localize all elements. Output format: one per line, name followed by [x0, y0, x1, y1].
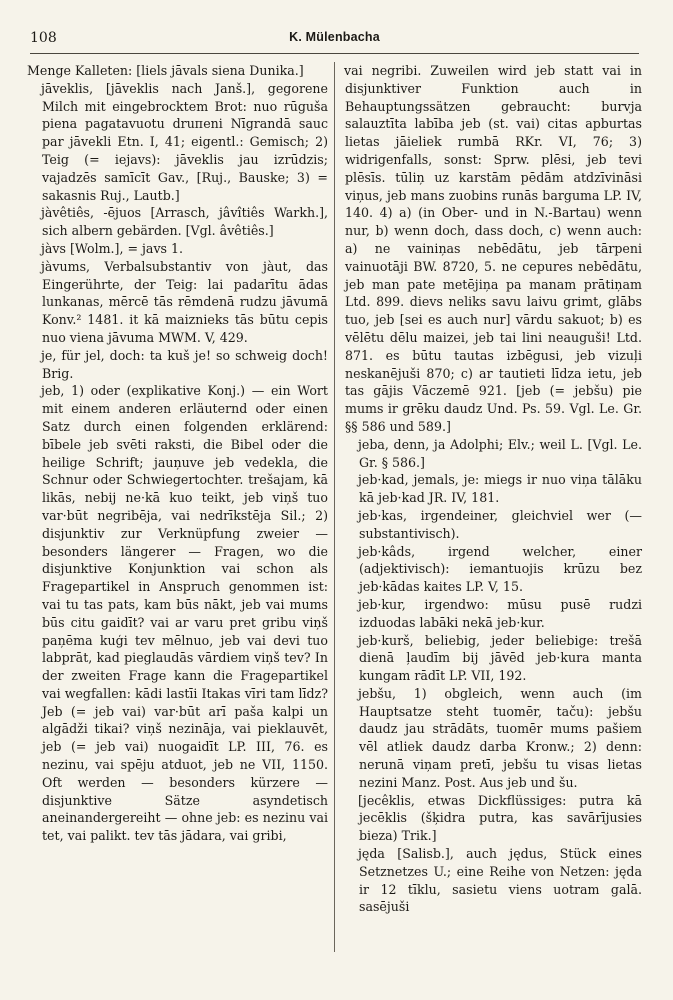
entry-jeb-continuation: vai negribi. Zuweilen wird jeb statt vai in disjunktiver Funktion auch in Behauptungssätzen gebraucht: burvja salauztīta labība jeb (st. vai) citas apburtas lietas jāieliek rumbā RKr. VI, 76; 3) widrigenfalls, sonst: Sprw. plēsi, jeb tevi plēsīs. tūliņ uz karstām pēdām atdzīvināsi viņus, jeb mans zuobins runās barguma LP. IV, 140. 4) a) (in Ober- und in N.-Bartau) wenn nur, b) wenn doch, dass doch, c) wenn auch: a) ne vainiņas nebēdātu, jeb tārpeni vainuotāji BW. 8720, 5. ne cepures nebēdātu, jeb man pate metējiņa pa manam prātiņam Ltd. 899. dievs neliks savu laivu grimt, glābs tuo, jeb [sei es auch nur] vārdu sakuot; b) es vēlētu dēlu maizei, jeb tai lini neauguši! Ltd. 871. es būtu tautas izbēgusi, jeb vizuļi neskanējuši 870; c) ar tautieti līdza ietu, jeb tas gājis Vāczemē 921. [jeb (= jebšu) pie mums ir grēku daudz Und. Ps. 59. Vgl. Le. Gr. §§ 586 und 589.]: [344, 63, 642, 434]
entry-javums: jàvums, Verbalsubstantiv von jàut, das Eingerührte, der Teig: lai padarītu ādas lunkanas, mērcē tās rēmdenā rudzu jāvumā Konv.² 1481. it kā maiznieks tās būtu cepis nuo viena jāvuma MWM. V, 429.: [41, 258, 328, 345]
entry-jebkur: jeb·kur, irgendwo: mūsu pusē rudzi izduodas labāki nekā jeb·kur.: [358, 596, 642, 630]
entry-jeba: jeba, denn, ja Adolphi; Elv.; weil L. [Vgl. Le. Gr. § 586.]: [358, 436, 642, 470]
entry-jeb: jeb, 1) oder (explikative Konj.) — ein Wort mit einem anderen erläuternd oder einen Satz durch einen folgenden erklärend: bībele jeb svēti raksti, die Bibel oder die heilige Schrift; jauņuve jeb vedekla, die Schnur oder Schwiegertochter. trešajam, kā likās, nebij ne·kā kuo teikt, jeb viņš tuo var·būt negribēja, vai nedrīkstēja Sil.; 2) disjunktiv zur Verknüpfung zweier — besonders längerer — Fragen, wo die disjunktive Konjunktion vai schon als Fragepartikel in Anspruch genommen ist: vai tu tas pats, kam būs nākt, jeb vai mums būs citu gaidīt? vai ar varu pret gribu viņš paņēma kuģi tev mēlnuo, jeb vai devi tuo labprāt, kad pieglaudās vārdiem viņš tev? In der zweiten Frage kann die Fragepartikel vai wegfallen: kādi lastīi Itakas vīri tam līdz? Jeb (= jeb vai) var·būt arī paša kalpi un algādži tikai? viņš nezināja, vai pieklauvēt, jeb (= jeb vai) nuogaidīt LP. III, 76. es nezinu, vai spēju atduot, jeb ne VII, 1150. Oft werden — besonders kürzere — disjunktive Sätze asyndetisch aneinandergereiht — ohne jeb: es nezinu vai tet, vai palikt. tev tās jādara, vai gribi,: [41, 383, 328, 844]
page-header: [30, 30, 639, 50]
entry-javeties: jàvêtiês, -ējuos [Arrasch, jâvîtiês Warkh.], sich albern gebärden. [Vgl. âvêtiês.]: [41, 205, 328, 239]
entry-jebkads: jeb·kâds, irgend welcher, einer (adjektivisch): iemantuojis krūzu bez jeb·kādas kaites LP. V, 15.: [358, 543, 642, 595]
page-number: 108: [30, 30, 57, 46]
header-rule: [30, 53, 639, 54]
right-column: [345, 62, 642, 916]
running-head: K. Mülenbacha: [289, 30, 380, 44]
left-column: [28, 62, 328, 845]
entry-jeceklis: [jecêklis, etwas Dickflüssiges: putra kā jecēklis (šķidra putra, kas savārījusies bieza) Trik.]: [358, 792, 642, 844]
entry-javeklis: jāveklis, [jāveklis nach Janš.], gegorene Milch mit eingebrocktem Brot: nuo rūguša piena pagatavuotu druпeni Nīgrandā sauc par jāvekli Etn. I, 41; eigentl.: Gemisch; 2) Teig (= iejavs): jāveklis jau izrūdzis; vajadzēs samīcīt Gav., [Ruj., Bauske; 3) = sakasnis Ruj., Lautb.]: [41, 80, 328, 203]
entry-je: je, für jel, doch: ta kuš je! so schweig doch! Brig.: [41, 347, 328, 381]
entry-javs: jàvs [Wolm.], = javs 1.: [41, 240, 184, 256]
column-divider: [334, 62, 335, 952]
entry-jebkurs: jeb·kurš, beliebig, jeder beliebige: trešā dienā ļaudīm bij jāvēd jeb·kura manta kungam rādīt LP. VII, 192.: [358, 632, 642, 684]
entry-jebkas: jeb·kas, irgendeiner, gleichviel wer (— substantivisch).: [358, 507, 642, 541]
entry-jebsu: jebšu, 1) obgleich, wenn auch (im Hauptsatze steht tuomēr, taču): jebšu daudz jau strādāts, tuomēr mums pašiem vēl atliek daudz darba Kronw.; 2) denn: nerunā viņam pretī, jebšu tu visas lietas nezini Manz. Post. Aus jeb und šu.: [358, 685, 642, 790]
entry-jeda: jęda [Salisb.], auch jędus, Stück eines Setznetzes U.; eine Reihe von Netzen: jęda ir 12 tīklu, sasietu viens uotram galā. sasējuši: [358, 846, 642, 915]
entry-jebkad: jeb·kad, jemals, je: miegs ir nuo viņa tālāku kā jeb·kad JR. IV, 181.: [358, 472, 642, 506]
entry-continuation: Menge Kalleten: [liels jāvals siena Dunika.]: [27, 63, 304, 78]
